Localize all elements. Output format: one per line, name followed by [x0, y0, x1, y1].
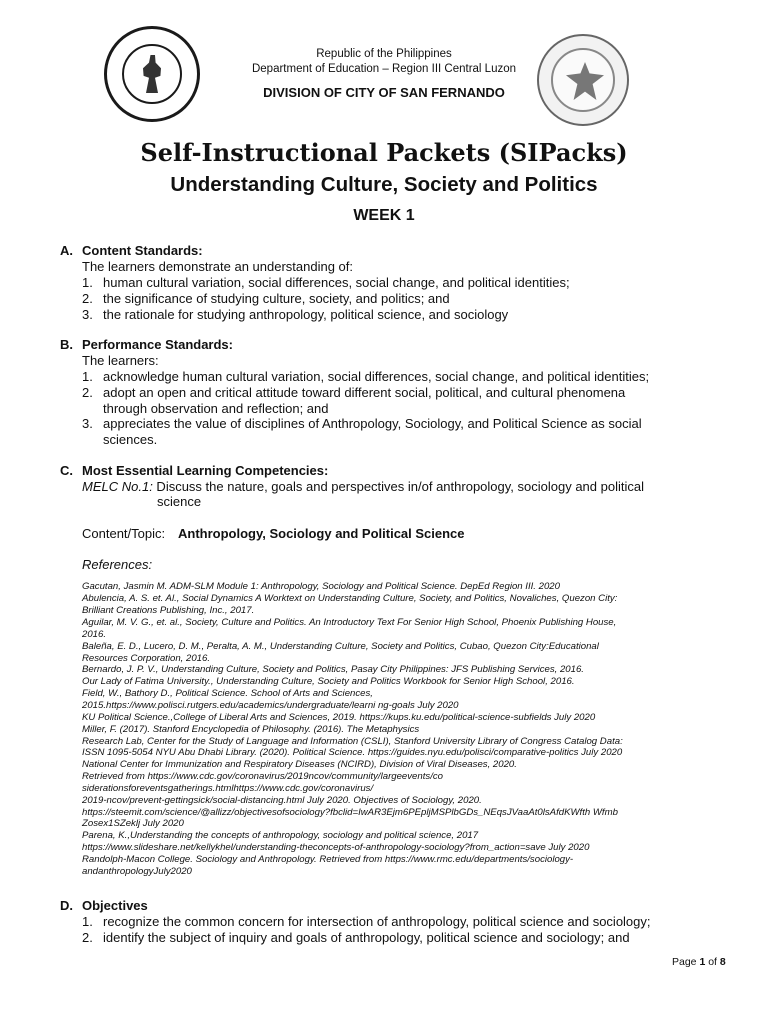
reference-line: https://www.slideshare.net/kellykhel/understanding-theconcepts-of-anthropology-sociology?from_action=save July 2020 — [82, 842, 590, 853]
section-b-intro: The learners: — [82, 353, 159, 368]
list-item: human cultural variation, social differences, social change, and political identities; — [103, 275, 570, 290]
reference-line: Resources Corporation, 2016. — [82, 653, 210, 664]
list-item: acknowledge human cultural variation, social differences, social change, and political identities; — [103, 369, 650, 384]
reference-line: Baleña, E. D., Lucero, D. M., Peralta, A. M., Understanding Culture, Society and Politics, Cubao, Quezon City:Educational — [82, 641, 599, 652]
list-number: 2. — [82, 385, 93, 400]
section-c-letter: C. — [60, 463, 73, 478]
document-title: Self-Instructional Packets (SIPacks) — [140, 138, 628, 167]
list-number: 1. — [82, 914, 93, 929]
reference-line: Miller, F. (2017). Stanford Encyclopedia of Philosophy. (2016). The Metaphysics — [82, 724, 420, 735]
page-total: 8 — [719, 956, 726, 968]
header-department: Department of Education – Region III Central Luzon — [251, 63, 517, 75]
list-number: 3. — [82, 307, 93, 322]
page-of: of — [708, 956, 717, 968]
reference-line: Randolph-Macon College. Sociology and Anthropology. Retrieved from https://www.rmc.edu/departments/sociology- — [82, 854, 574, 865]
section-d-heading: Objectives — [82, 898, 148, 913]
reference-line: 2019-ncov/prevent-gettingsick/social-distancing.html July 2020. Objectives of Sociology, 2020. — [82, 795, 482, 806]
topic-value: Anthropology, Sociology and Political Science — [178, 526, 465, 541]
header-republic: Republic of the Philippines — [316, 48, 452, 60]
reference-line: Gacutan, Jasmin M. ADM-SLM Module 1: Anthropology, Sociology and Political Science. DepEd Region III. 2020 — [82, 581, 560, 592]
reference-line: National Center for Immunization and Respiratory Diseases (NCIRD), Division of Viral Diseases, 2020. — [82, 759, 517, 770]
header-division: DIVISION OF CITY OF SAN FERNANDO — [263, 85, 505, 100]
list-item: adopt an open and critical attitude toward different social, political, and cultural phenomena — [103, 385, 626, 400]
section-a-heading: Content Standards: — [82, 243, 203, 258]
reference-line: Retrieved from https://www.cdc.gov/coronavirus/2019ncov/community/largeevents/co — [82, 771, 443, 782]
list-item: the rationale for studying anthropology, political science, and sociology — [103, 307, 509, 322]
reference-line: Abulencia, A. S. et. Al., Social Dynamics A Worktext on Understanding Culture, Society, and Politics, Novaliches, Quezon City: — [82, 593, 618, 604]
section-d-letter: D. — [60, 898, 73, 913]
list-item: identify the subject of inquiry and goals of anthropology, political science and sociology; and — [103, 930, 630, 945]
reference-line: Bernardo, J. P. V., Understanding Culture, Society and Politics, Pasay City Philippines: JFS Publishing Services, 2016. — [82, 664, 584, 675]
reference-line: Field, W., Bathory D., Political Science. School of Arts and Sciences, — [82, 688, 373, 699]
reference-line: siderationsforeventsgatherings.htmlhttps://www.cdc.gov/coronavirus/ — [82, 783, 374, 794]
list-number: 2. — [82, 930, 93, 945]
reference-line: Research Lab, Center for the Study of Language and Information (CSLI), Stanford University Library of Congress Catalog Data: — [82, 736, 623, 747]
document-subtitle: Understanding Culture, Society and Politics — [170, 173, 598, 196]
list-number: 3. — [82, 416, 93, 431]
melc-text: Discuss the nature, goals and perspectives in/of anthropology, sociology and political — [152, 479, 644, 494]
list-number: 1. — [82, 275, 93, 290]
page-current: 1 — [699, 956, 706, 968]
section-a-letter: A. — [60, 243, 73, 258]
references-label: References: — [82, 557, 153, 572]
page-number — [672, 956, 726, 968]
melc-label: MELC No.1: — [82, 479, 153, 494]
list-item-continuation: through observation and reflection; and — [103, 401, 329, 416]
list-item-continuation: sciences. — [103, 432, 158, 447]
reference-line: Parena, K.,Understanding the concepts of anthropology, sociology and political science, 2017 — [82, 830, 479, 841]
reference-line: andanthropologyJuly2020 — [82, 866, 192, 877]
reference-line: 2015.https://www.polisci.rutgers.edu/academics/undergraduate/learni ng-goals July 2020 — [82, 700, 459, 711]
section-c-heading: Most Essential Learning Competencies: — [82, 463, 329, 478]
reference-line: Our Lady of Fatima University., Understanding Culture, Society and Politics Workbook for Senior High School, 2016. — [82, 676, 575, 687]
reference-line: ISSN 1095-5054 NYU Abu Dhabi Library. (2020). Political Science. https://guides.nyu.edu/polisci/comparative-politics July 2020 — [82, 747, 623, 758]
topic-label: Content/Topic: — [82, 526, 166, 541]
list-number: 1. — [82, 369, 93, 384]
reference-line: https://steemit.com/science/@allizz/objectivesofsociology?fbclid=IwAR3Ejm6PEpljMSPlbGDs_NEqsJVaaAt0lsAfdKWfth Wfmb — [82, 807, 618, 818]
section-b-letter: B. — [60, 337, 73, 352]
list-item: appreciates the value of disciplines of Anthropology, Sociology, and Political Science as social — [103, 416, 642, 431]
melc-continuation: science — [157, 494, 202, 509]
week-label: WEEK 1 — [353, 207, 415, 224]
reference-line: Aguilar, M. V. G., et. al., Society, Culture and Politics. An Introductory Text For Senior High School, Phoenix Publishing House, — [82, 617, 617, 628]
page-word: Page — [672, 956, 697, 968]
section-b-heading: Performance Standards: — [82, 337, 233, 352]
reference-line: 2016. — [82, 629, 107, 640]
reference-line: Brilliant Creations Publishing, Inc., 2017. — [82, 605, 255, 616]
reference-line: Zosex1SZeklj July 2020 — [82, 818, 184, 829]
section-a-intro: The learners demonstrate an understanding of: — [82, 259, 354, 274]
reference-line: KU Political Science.,College of Liberal Arts and Sciences, 2019. https://kups.ku.edu/political-science-subfields July 2020 — [82, 712, 596, 723]
melc-line — [82, 479, 644, 494]
list-number: 2. — [82, 291, 93, 306]
list-item: the significance of studying culture, society, and politics; and — [103, 291, 450, 306]
list-item: recognize the common concern for intersection of anthropology, political science and sociology; — [103, 914, 651, 929]
